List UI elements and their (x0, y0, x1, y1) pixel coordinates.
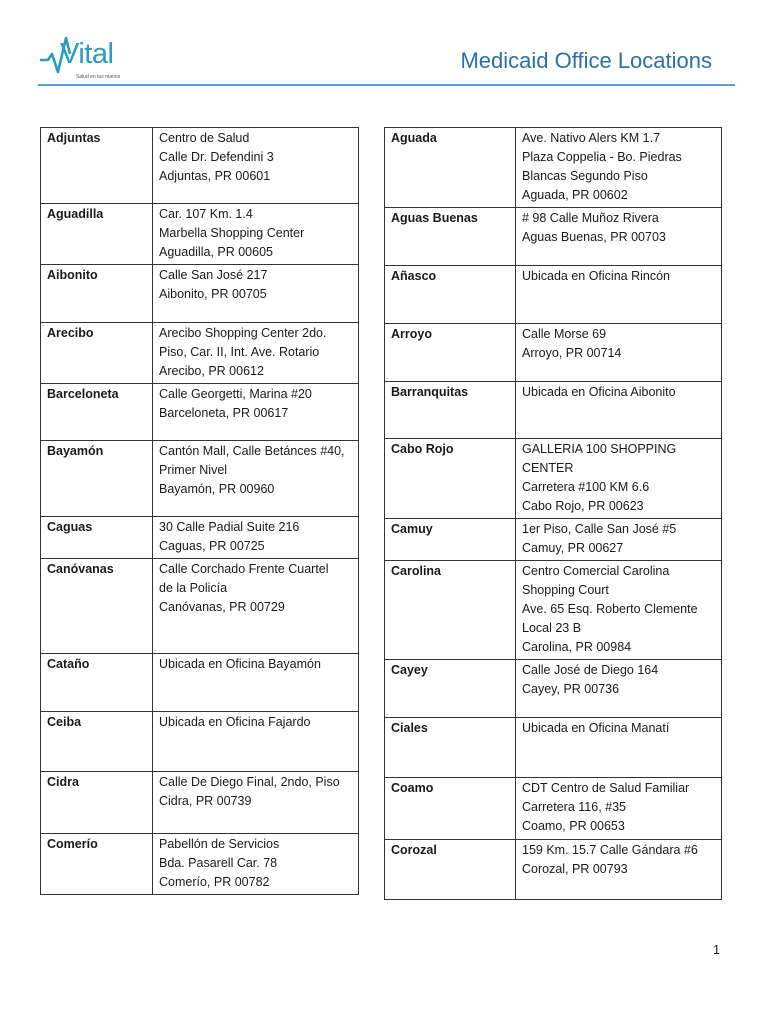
left-locations-table (40, 127, 359, 895)
address-line: Piso, Car. II, Int. Ave. Rotario (159, 345, 320, 359)
address-line: Blancas Segundo Piso (522, 169, 648, 183)
office-address (516, 439, 722, 519)
municipality-name: Bayamón (41, 441, 153, 517)
address-line: Car. 107 Km. 1.4 (159, 207, 253, 221)
table-row (385, 266, 722, 324)
municipality-name: Cataño (41, 654, 153, 712)
table-row (41, 517, 359, 559)
table-row (385, 128, 722, 208)
address-line: Calle De Diego Final, 2ndo, Piso (159, 775, 340, 789)
header-divider (38, 84, 735, 86)
address-line: Calle Corchado Frente Cuartel (159, 562, 329, 576)
municipality-name: Camuy (385, 519, 516, 561)
municipality-name: Barranquitas (385, 382, 516, 439)
municipality-name: Aibonito (41, 265, 153, 323)
address-line: Aguada, PR 00602 (522, 188, 628, 202)
office-address (153, 712, 359, 772)
office-address (153, 384, 359, 441)
address-line: Comerío, PR 00782 (159, 875, 270, 889)
municipality-name: Añasco (385, 266, 516, 324)
address-line: Adjuntas, PR 00601 (159, 169, 271, 183)
address-line: Calle Morse 69 (522, 327, 607, 341)
address-line: Arroyo, PR 00714 (522, 346, 622, 360)
office-address (153, 772, 359, 834)
municipality-name: Aguada (385, 128, 516, 208)
office-address (153, 559, 359, 654)
address-line: # 98 Calle Muñoz Rivera (522, 211, 659, 225)
address-line: Local 23 B (522, 621, 582, 635)
address-line: 30 Calle Padial Suite 216 (159, 520, 300, 534)
address-line: Cayey, PR 00736 (522, 682, 620, 696)
table-row (385, 718, 722, 778)
municipality-name: Carolina (385, 561, 516, 660)
office-address (153, 654, 359, 712)
address-line: Ubicada en Oficina Rincón (522, 269, 670, 283)
table-row (41, 712, 359, 772)
vital-logo (38, 34, 130, 84)
office-address (153, 204, 359, 265)
right-locations-table (384, 127, 722, 900)
address-line: Ubicada en Oficina Aibonito (522, 385, 676, 399)
office-address (153, 517, 359, 559)
address-line: Ubicada en Oficina Bayamón (159, 657, 321, 671)
office-address (153, 323, 359, 384)
table-row (385, 208, 722, 266)
address-line: Cantón Mall, Calle Betánces #40, (159, 444, 345, 458)
address-line: Carretera #100 KM 6.6 (522, 480, 650, 494)
municipality-name: Adjuntas (41, 128, 153, 204)
office-address (516, 128, 722, 208)
table-row (385, 439, 722, 519)
address-line: Aibonito, PR 00705 (159, 287, 267, 301)
address-line: Camuy, PR 00627 (522, 541, 624, 555)
table-row (41, 834, 359, 895)
office-address (516, 324, 722, 382)
office-address (153, 128, 359, 204)
municipality-name: Corozal (385, 840, 516, 900)
address-line: Arecibo Shopping Center 2do. (159, 326, 327, 340)
address-line: Centro Comercial Carolina (522, 564, 670, 578)
address-line: Pabellón de Servicios (159, 837, 280, 851)
address-line: Calle Georgetti, Marina #20 (159, 387, 312, 401)
table-row (385, 324, 722, 382)
office-address (516, 561, 722, 660)
address-line: Calle José de Diego 164 (522, 663, 659, 677)
office-address (516, 382, 722, 439)
municipality-name: Canóvanas (41, 559, 153, 654)
office-address (516, 519, 722, 561)
office-address (516, 718, 722, 778)
page-number: 1 (713, 943, 720, 957)
address-line: Shopping Court (522, 583, 609, 597)
address-line: Cabo Rojo, PR 00623 (522, 499, 644, 513)
address-line: Caguas, PR 00725 (159, 539, 265, 553)
page-title: Medicaid Office Locations (460, 48, 712, 73)
address-line: Aguas Buenas, PR 00703 (522, 230, 666, 244)
address-line: Primer Nivel (159, 463, 228, 477)
address-line: Calle Dr. Defendini 3 (159, 150, 274, 164)
table-row (41, 441, 359, 517)
address-line: Carolina, PR 00984 (522, 640, 632, 654)
address-line: Ave. Nativo Alers KM 1.7 (522, 131, 661, 145)
municipality-name: Comerío (41, 834, 153, 895)
municipality-name: Ceiba (41, 712, 153, 772)
address-line: CDT Centro de Salud Familiar (522, 781, 690, 795)
address-line: Carretera 116, #35 (522, 800, 626, 814)
table-row (385, 778, 722, 840)
office-address (153, 265, 359, 323)
office-address (153, 834, 359, 895)
table-row (41, 204, 359, 265)
office-address (516, 778, 722, 840)
address-line: Bda. Pasarell Car. 78 (159, 856, 278, 870)
address-line: Arecibo, PR 00612 (159, 364, 264, 378)
address-line: Marbella Shopping Center (159, 226, 305, 240)
table-row (385, 382, 722, 439)
municipality-name: Barceloneta (41, 384, 153, 441)
municipality-name: Caguas (41, 517, 153, 559)
address-line: 159 Km. 15.7 Calle Gándara #6 (522, 843, 698, 857)
office-address (516, 208, 722, 266)
municipality-name: Cidra (41, 772, 153, 834)
address-line: Canóvanas, PR 00729 (159, 600, 285, 614)
table-row (385, 840, 722, 900)
table-row (41, 384, 359, 441)
address-line: Calle San José 217 (159, 268, 268, 282)
table-row (385, 660, 722, 718)
logo-wordmark: Vital (60, 38, 114, 70)
municipality-name: Aguas Buenas (385, 208, 516, 266)
address-line: Bayamón, PR 00960 (159, 482, 275, 496)
address-line: CENTER (522, 461, 574, 475)
table-row (41, 654, 359, 712)
municipality-name: Aguadilla (41, 204, 153, 265)
municipality-name: Ciales (385, 718, 516, 778)
address-line: Ubicada en Oficina Manatí (522, 721, 670, 735)
table-row (385, 519, 722, 561)
table-row (41, 265, 359, 323)
address-line: Corozal, PR 00793 (522, 862, 628, 876)
address-line: GALLERIA 100 SHOPPING (522, 442, 677, 456)
office-address (153, 441, 359, 517)
address-line: Cidra, PR 00739 (159, 794, 252, 808)
address-line: Coamo, PR 00653 (522, 819, 625, 833)
address-line: de la Policía (159, 581, 228, 595)
table-row (41, 128, 359, 204)
address-line: 1er Piso, Calle San José #5 (522, 522, 677, 536)
municipality-name: Cayey (385, 660, 516, 718)
table-row (41, 323, 359, 384)
municipality-name: Arecibo (41, 323, 153, 384)
office-address (516, 660, 722, 718)
address-line: Barceloneta, PR 00617 (159, 406, 289, 420)
address-line: Ave. 65 Esq. Roberto Clemente (522, 602, 698, 616)
address-line: Ubicada en Oficina Fajardo (159, 715, 311, 729)
address-line: Aguadilla, PR 00605 (159, 245, 273, 259)
municipality-name: Cabo Rojo (385, 439, 516, 519)
table-row (41, 559, 359, 654)
table-row (41, 772, 359, 834)
municipality-name: Coamo (385, 778, 516, 840)
office-address (516, 840, 722, 900)
office-address (516, 266, 722, 324)
municipality-name: Arroyo (385, 324, 516, 382)
address-line: Plaza Coppelia - Bo. Piedras (522, 150, 682, 164)
address-line: Centro de Salud (159, 131, 250, 145)
table-row (385, 561, 722, 660)
logo-tagline: Salud en tus manos (76, 74, 121, 80)
